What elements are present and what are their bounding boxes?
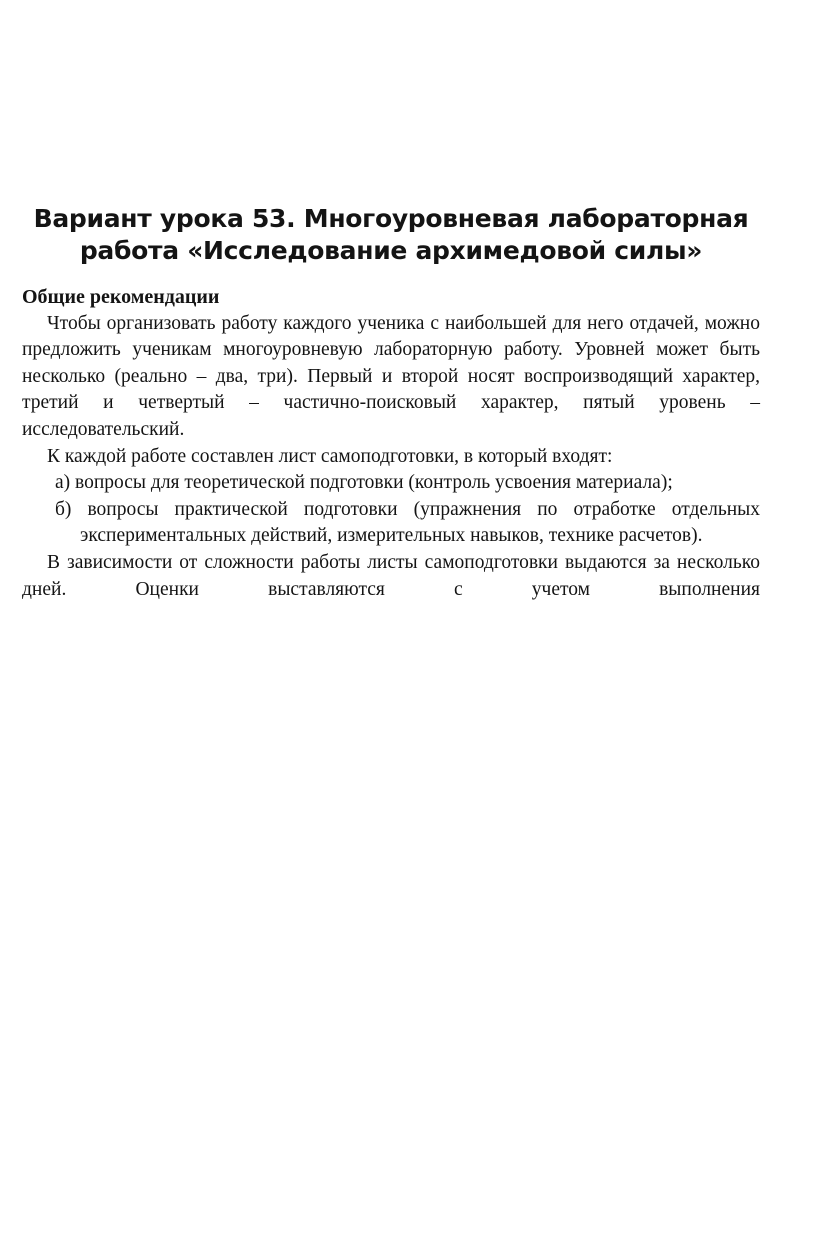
list-item-theory: а) вопросы для теоретической подготовки (контроль усвоения материала); [55, 472, 673, 494]
lesson-title-line-1: Вариант урока 53. Многоуровневая лабораторная [33, 204, 749, 233]
self-prep-list [22, 470, 760, 550]
section-heading: Общие рекомендации [22, 286, 220, 308]
lesson-title-line-2: работа «Исследование архимедовой силы» [79, 236, 703, 265]
paragraph-intro: Чтобы организовать работу каждого ученика с наибольшей для него отдачей, можно предложить ученикам многоуровневую лабораторную работу. Уровней может быть несколько (реально – два, три). Первый и второй носят воспроизводящий характер, третий и четвертый – частично-поисковый характер, пятый уровень – исследовательский. [22, 312, 760, 440]
paragraph-grading: В зависимости от сложности работы листы самоподготовки выдаются за несколько дней. Оценки выставляются с учетом выполнения [22, 551, 760, 600]
list-item-practice: б) вопросы практической подготовки (упражнения по отработке отдельных экспериментальных действий, измерительных навыков, технике расчетов). [55, 498, 760, 547]
document-page [22, 0, 760, 1246]
general-recommendations-section [22, 284, 760, 603]
paragraph-self-prep: К каждой работе составлен лист самоподготовки, в который входят: [47, 445, 613, 467]
lesson-title [22, 203, 760, 267]
